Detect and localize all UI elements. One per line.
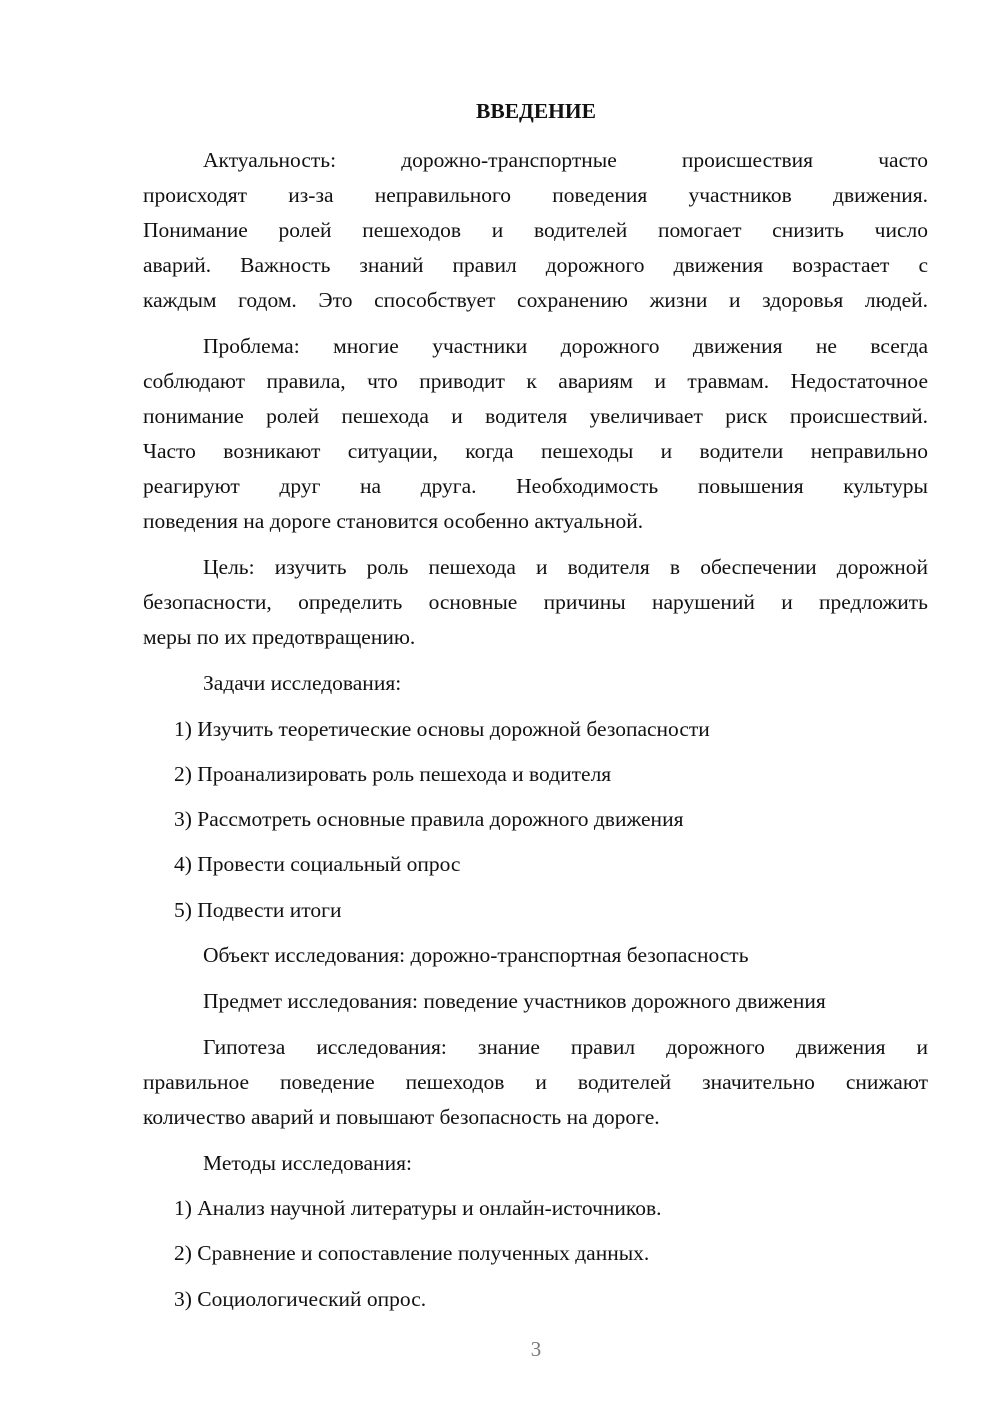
problem-line: реагируют друг на друга. Необходимость повышения культуры [143,474,928,498]
page-heading: ВВЕДЕНИЕ [476,99,596,123]
relevance-line: Актуальность: дорожно-транспортные происшествия часто [203,148,928,172]
tasks-title: Задачи исследования: [203,671,402,695]
relevance-line: происходят из-за неправильного поведения участников движения. [143,183,928,207]
problem-line: поведения на дороге становится особенно актуальной. [143,509,644,533]
hypothesis-line: правильное поведение пешеходов и водителей значительно снижают [143,1070,928,1094]
relevance-line: Понимание ролей пешеходов и водителей помогает снизить число [143,218,928,242]
task-item: 4) Провести социальный опрос [174,852,461,876]
research-subject: Предмет исследования: поведение участников дорожного движения [203,989,826,1013]
task-item: 1) Изучить теоретические основы дорожной безопасности [174,717,710,741]
method-item: 3) Социологический опрос. [174,1287,427,1311]
task-item: 2) Проанализировать роль пешехода и водителя [174,762,612,786]
task-item: 3) Рассмотреть основные правила дорожного движения [174,807,684,831]
goal-line: Цель: изучить роль пешехода и водителя в обеспечении дорожной [203,555,928,579]
method-item: 1) Анализ научной литературы и онлайн-источников. [174,1196,662,1220]
relevance-line: аварий. Важность знаний правил дорожного движения возрастает с [143,253,928,277]
problem-line: понимание ролей пешехода и водителя увеличивает риск происшествий. [143,404,928,428]
goal-line: меры по их предотвращению. [143,625,416,649]
page-number: 3 [530,1337,542,1361]
goal-line: безопасности, определить основные причины нарушений и предложить [143,590,928,614]
problem-line: Часто возникают ситуации, когда пешеходы и водители неправильно [143,439,928,463]
method-item: 2) Сравнение и сопоставление полученных данных. [174,1241,650,1265]
methods-title: Методы исследования: [203,1151,412,1175]
research-object: Объект исследования: дорожно-транспортная безопасность [203,943,749,967]
relevance-line: каждым годом. Это способствует сохранению жизни и здоровья людей. [143,288,928,312]
hypothesis-line: количество аварий и повышают безопасность на дороге. [143,1105,660,1129]
problem-line: соблюдают правила, что приводит к авариям и травмам. Недостаточное [143,369,928,393]
task-item: 5) Подвести итоги [174,898,342,922]
hypothesis-line: Гипотеза исследования: знание правил дорожного движения и [203,1035,928,1059]
problem-line: Проблема: многие участники дорожного движения не всегда [203,334,928,358]
